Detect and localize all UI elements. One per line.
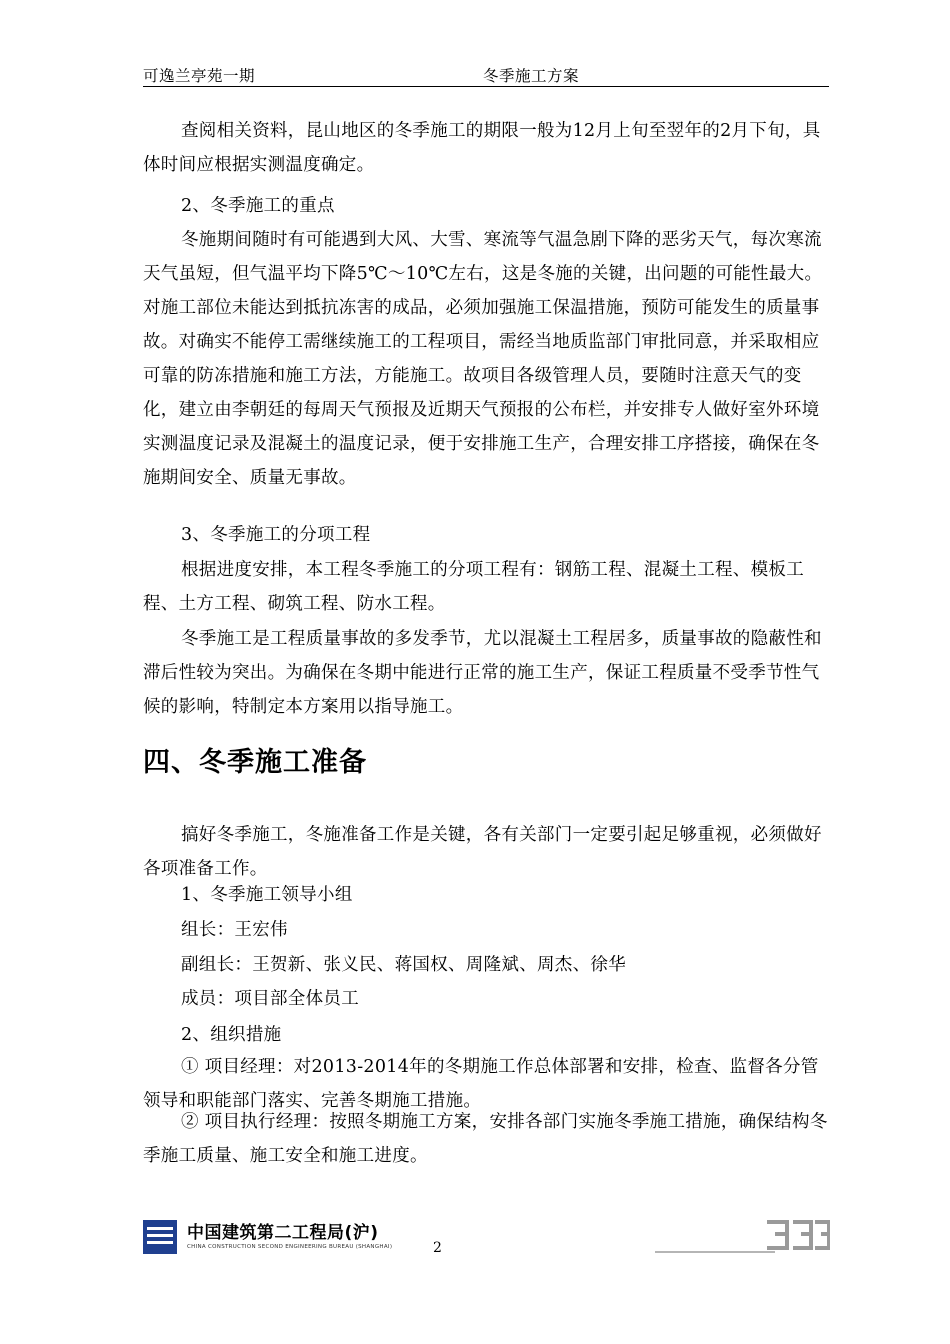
team-members: 成员：项目部全体员工 — [181, 989, 359, 1009]
measure-project-manager: ① 项目经理：对2013-2014年的冬期施工作总体部署和安排，检查、监督各分管领导和职能部门落实、完善冬期施工措施。 — [143, 1057, 819, 1111]
company-name: 中国建筑第二工程局(沪) — [187, 1223, 379, 1243]
header-rule — [143, 86, 829, 87]
team-leader: 组长：王宏伟 — [181, 920, 288, 940]
page-header — [143, 64, 829, 86]
measure-executive-manager: ② 项目执行经理：按照冬期施工方案，安排各部门实施冬季施工措施，确保结构冬季施工质量、施工安全和施工进度。 — [143, 1112, 828, 1166]
section-2-title: 2、冬季施工的重点 — [181, 196, 335, 216]
paragraph-winter-key-points: 冬施期间随时有可能遇到大风、大雪、寒流等气温急剧下降的恶劣天气，每次寒流天气虽短，但气温平均下降5℃～10℃左右，这是冬施的关键，出问题的可能性最大。对施工部位未能达到抵抗冻害的成品，必须加强施工保温措施，预防可能发生的质量事故。对确实不能停工需继续施工的工程项目，需经当地质监部门审批同意，并采取相应可靠的防冻措施和施工方法，方能施工。故项目各级管理人员，要随时注意天气的变化，建立由李朝廷的每周天气预报及近期天气预报的公布栏，并安排专人做好室外环境实测温度记录及混凝土的温度记录，便于安排施工生产，合理安排工序搭接，确保在冬施期间安全、质量无事故。 — [143, 230, 823, 488]
header-doc-title: 冬季施工方案 — [483, 67, 580, 85]
company-name-english: CHINA CONSTRUCTION SECOND ENGINEERING BUREAU (SHANGHAI) — [187, 1244, 393, 1250]
page-number: 2 — [433, 1240, 442, 1256]
page-footer — [143, 1214, 829, 1274]
header-project-name: 可逸兰亭苑一期 — [143, 67, 256, 85]
paragraph-winter-period: 查阅相关资料，昆山地区的冬季施工的期限一般为12月上旬至翌年的2月下旬，具体时间应根据实测温度确定。 — [143, 121, 821, 175]
footer-decoration-icon — [655, 1214, 830, 1262]
team-deputy-leaders: 副组长：王贺新、张义民、蒋国权、周隆斌、周杰、徐华 — [181, 955, 626, 975]
section-3-title: 3、冬季施工的分项工程 — [181, 525, 371, 545]
paragraph-sub-projects: 根据进度安排，本工程冬季施工的分项工程有：钢筋工程、混凝土工程、模板工程、土方工程、砌筑工程、防水工程。 — [143, 560, 804, 614]
cscec-logo-icon — [143, 1220, 177, 1254]
chapter-4-heading: 四、冬季施工准备 — [143, 747, 367, 778]
paragraph-preparation-intro: 搞好冬季施工，冬施准备工作是关键，各有关部门一定要引起足够重视，必须做好各项准备工作。 — [143, 825, 822, 879]
section-4-1-title: 1、冬季施工领导小组 — [181, 885, 353, 905]
paragraph-quality-risk: 冬季施工是工程质量事故的多发季节，尤以混凝土工程居多，质量事故的隐蔽性和滞后性较为突出。为确保在冬期中能进行正常的施工生产，保证工程质量不受季节性气候的影响，特制定本方案用以指导施工。 — [143, 629, 822, 717]
section-4-2-title: 2、组织措施 — [181, 1025, 282, 1045]
